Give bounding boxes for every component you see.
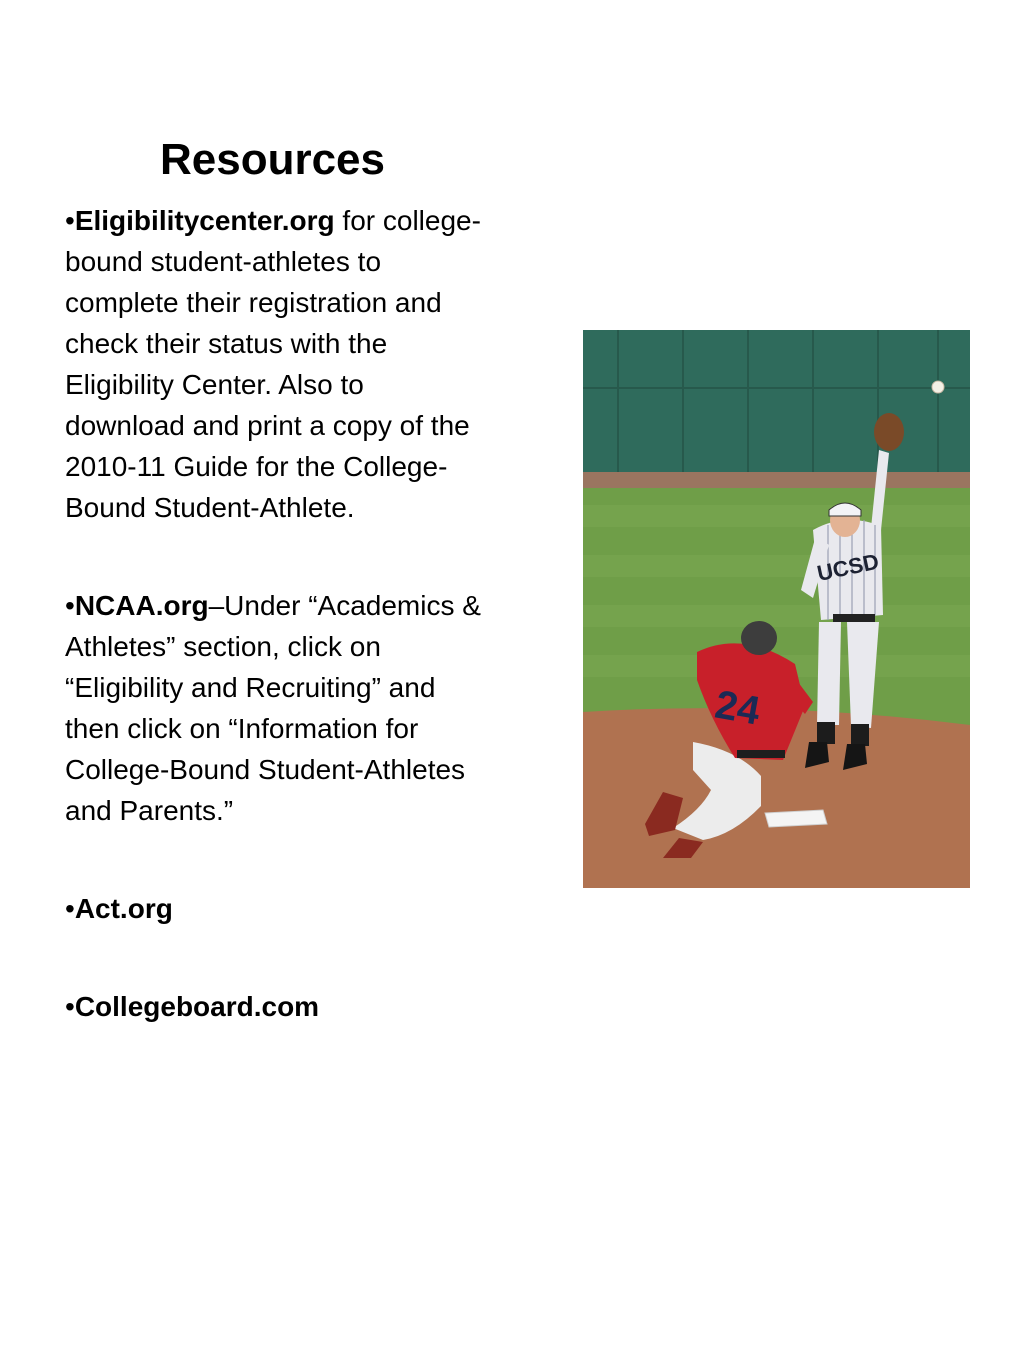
baseball: [932, 381, 944, 393]
resource-item-act: [65, 888, 485, 929]
baseball-photo: [583, 330, 970, 888]
resource-name: Act.org: [74, 893, 173, 924]
outfield-wall: [583, 330, 970, 480]
bullet: •: [65, 205, 75, 236]
resource-item-eligibility-center: [65, 200, 485, 528]
resource-description: –Under “Academics & Athletes” section, click on “Eligibility and Recruiting” and then click on “Information for College-Bound Student-Athletes and Parents.”: [65, 590, 481, 826]
bullet: •: [65, 893, 75, 924]
bullet: •: [65, 590, 75, 621]
resource-name: NCAA.org: [74, 590, 209, 621]
resource-item-ncaa: [65, 585, 485, 831]
bullet: •: [65, 991, 75, 1022]
resource-description: for college-bound student-athletes to complete their registration and check their status with the Eligibility Center. Also to download and print a copy of the 2010-11 Guide for the College-Bound Student-Athlete.: [65, 205, 481, 523]
resource-name: Eligibilitycenter.org: [74, 205, 335, 236]
svg-text:UCSD: UCSD: [814, 548, 882, 587]
resource-name: Collegeboard.com: [74, 991, 320, 1022]
svg-text:24: 24: [711, 682, 764, 734]
second-base: [765, 810, 827, 827]
slide-title: Resources: [159, 135, 385, 184]
resource-list: [65, 200, 485, 1027]
resource-item-collegeboard: [65, 986, 485, 1027]
